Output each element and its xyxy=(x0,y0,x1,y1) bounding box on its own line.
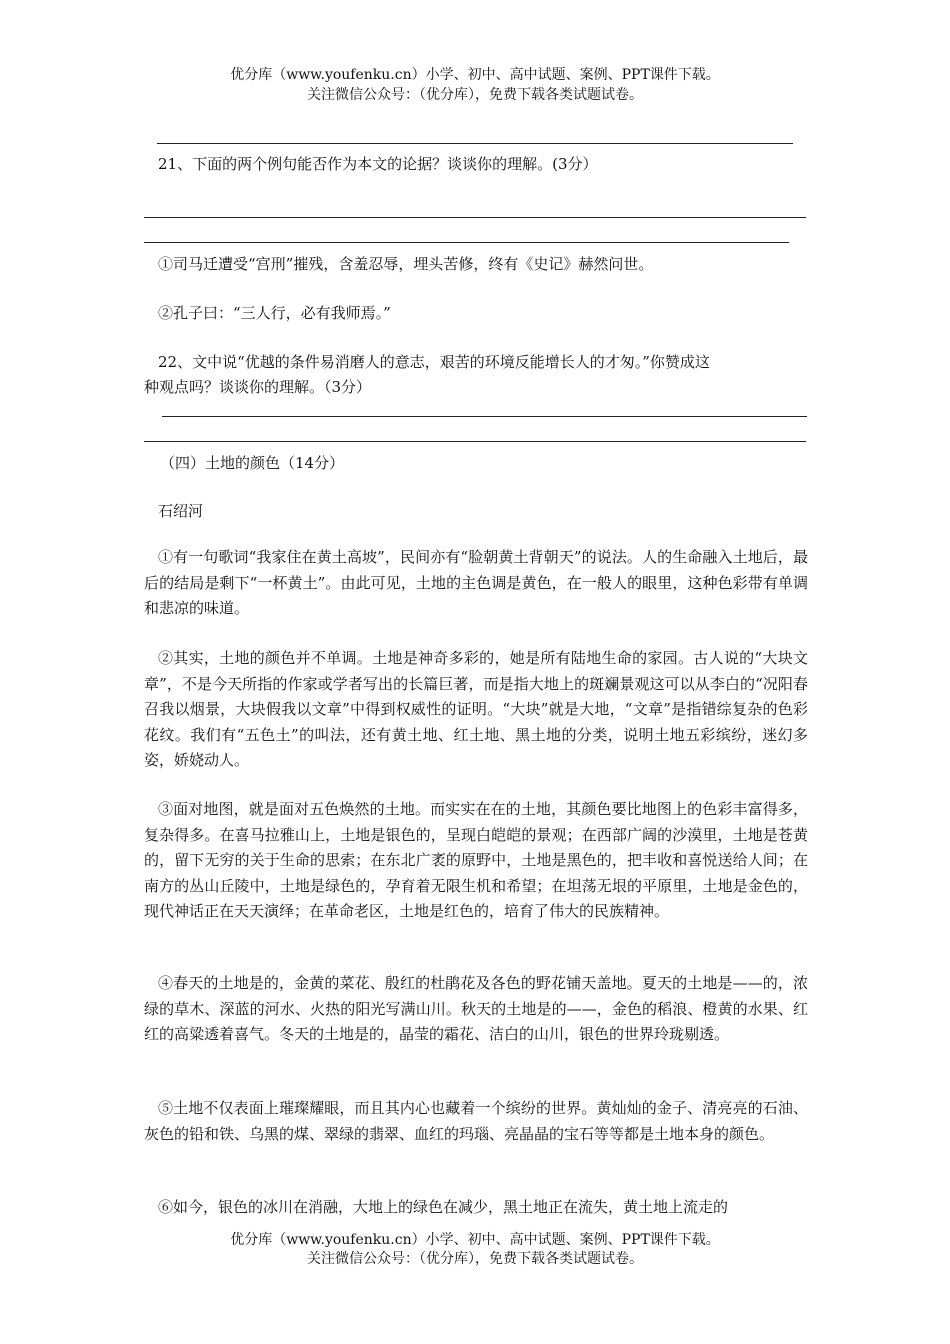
article-paragraph-4: ④春天的土地是的，金黄的菜花、殷红的杜鹃花及各色的野花铺天盖地。夏天的土地是——的，浓绿的草木、深蓝的河水、火热的阳光写满山川。秋天的土地是的——，金色的稻浪、橙黄的水果、红红的高粱透着喜气。冬天的土地是的，晶莹的霜花、洁白的山川，银色的世界玲珑剔透。 xyxy=(144,974,808,1043)
question-22-line-1: 22、文中说“优越的条件易消磨人的意志，艰苦的环境反能增长人的才匆。”你赞成这 xyxy=(158,353,710,371)
article-paragraph-2: ②其实，土地的颜色并不单调。土地是神奇多彩的，她是所有陆地生命的家园。古人说的“大块文章”，不是今天所指的作家或学者写出的长篇巨著，而是指大地上的斑斓景观这可以从李白的“况阳春召我以烟景，大块假我以文章”中得到权威性的证明。“大块”就是大地，“文章”是指错综复杂的色彩花纹。我们有“五色土”的叫法，还有黄土地、红土地、黑土地的分类，说明土地五彩缤纷，迷幻多姿，娇娆动人。 xyxy=(144,649,808,769)
section-heading: （四）土地的颜色（14分） xyxy=(160,454,345,472)
answer-line xyxy=(162,416,807,417)
question-22-line-2: 种观点吗？谈谈你的理解。（3分） xyxy=(144,378,372,396)
page-footer-line-2: 关注微信公众号：（优分库），免费下载各类试题试卷。 xyxy=(307,1251,643,1267)
question-21-example-1: ①司马迁遭受“宫刑”摧残，含羞忍辱，埋头苦修，终有《史记》赫然问世。 xyxy=(158,255,654,273)
page-header-line-1: 优分库（www.youfenku.cn）小学、初中、高中试题、案例、PPT课件下载。 xyxy=(230,67,720,83)
answer-line xyxy=(144,242,789,243)
article-paragraph-1: ①有一句歌词“我家住在黄土高坡”，民间亦有“脸朝黄土背朝天”的说法。人的生命融入土地后，最后的结局是剩下“一杯黄土”。由此可见，土地的主色调是黄色，在一般人的眼里，这种色彩带有单调和悲凉的味道。 xyxy=(144,548,808,617)
answer-line xyxy=(144,217,806,218)
question-21-example-2: ②孔子曰：“三人行，必有我师焉。” xyxy=(158,304,391,322)
question-21-prompt: 21、下面的两个例句能否作为本文的论据？谈谈你的理解。(3分） xyxy=(158,155,598,173)
article-paragraph-5: ⑤土地不仅表面上璀璨耀眼，而且其内心也藏着一个缤纷的世界。黄灿灿的金子、清亮亮的石油、灰色的铅和铁、乌黑的煤、翠绿的翡翠、血红的玛瑙、亮晶晶的宝石等等都是土地本身的颜色。 xyxy=(144,1099,808,1143)
answer-line xyxy=(157,143,793,144)
page-footer-line-1: 优分库（www.youfenku.cn）小学、初中、高中试题、案例、PPT课件下载。 xyxy=(230,1232,720,1248)
article-author: 石绍河 xyxy=(158,502,204,520)
answer-line xyxy=(144,441,806,442)
article-paragraph-3: ③面对地图，就是面对五色焕然的土地。而实实在在的土地，其颜色要比地图上的色彩丰富得多，复杂得多。在喜马拉雅山上，土地是银色的，呈现白皑皑的景观；在西部广阔的沙漠里，土地是苍黄的，留下无穷的关于生命的思索；在东北广袤的原野中，土地是黑色的，把丰收和喜悦送给人间；在南方的丛山丘陵中，土地是绿色的，孕育着无限生机和希望；在坦荡无垠的平原里，土地是金色的，现代神话正在天天演绎；在革命老区，土地是红色的，培育了伟大的民族精神。 xyxy=(144,800,808,920)
page-header-line-2: 关注微信公众号：（优分库），免费下载各类试题试卷。 xyxy=(307,87,643,103)
article-paragraph-6: ⑥如今，银色的冰川在消融，大地上的绿色在减少，黑土地正在流失，黄土地上流走的 xyxy=(158,1198,729,1216)
